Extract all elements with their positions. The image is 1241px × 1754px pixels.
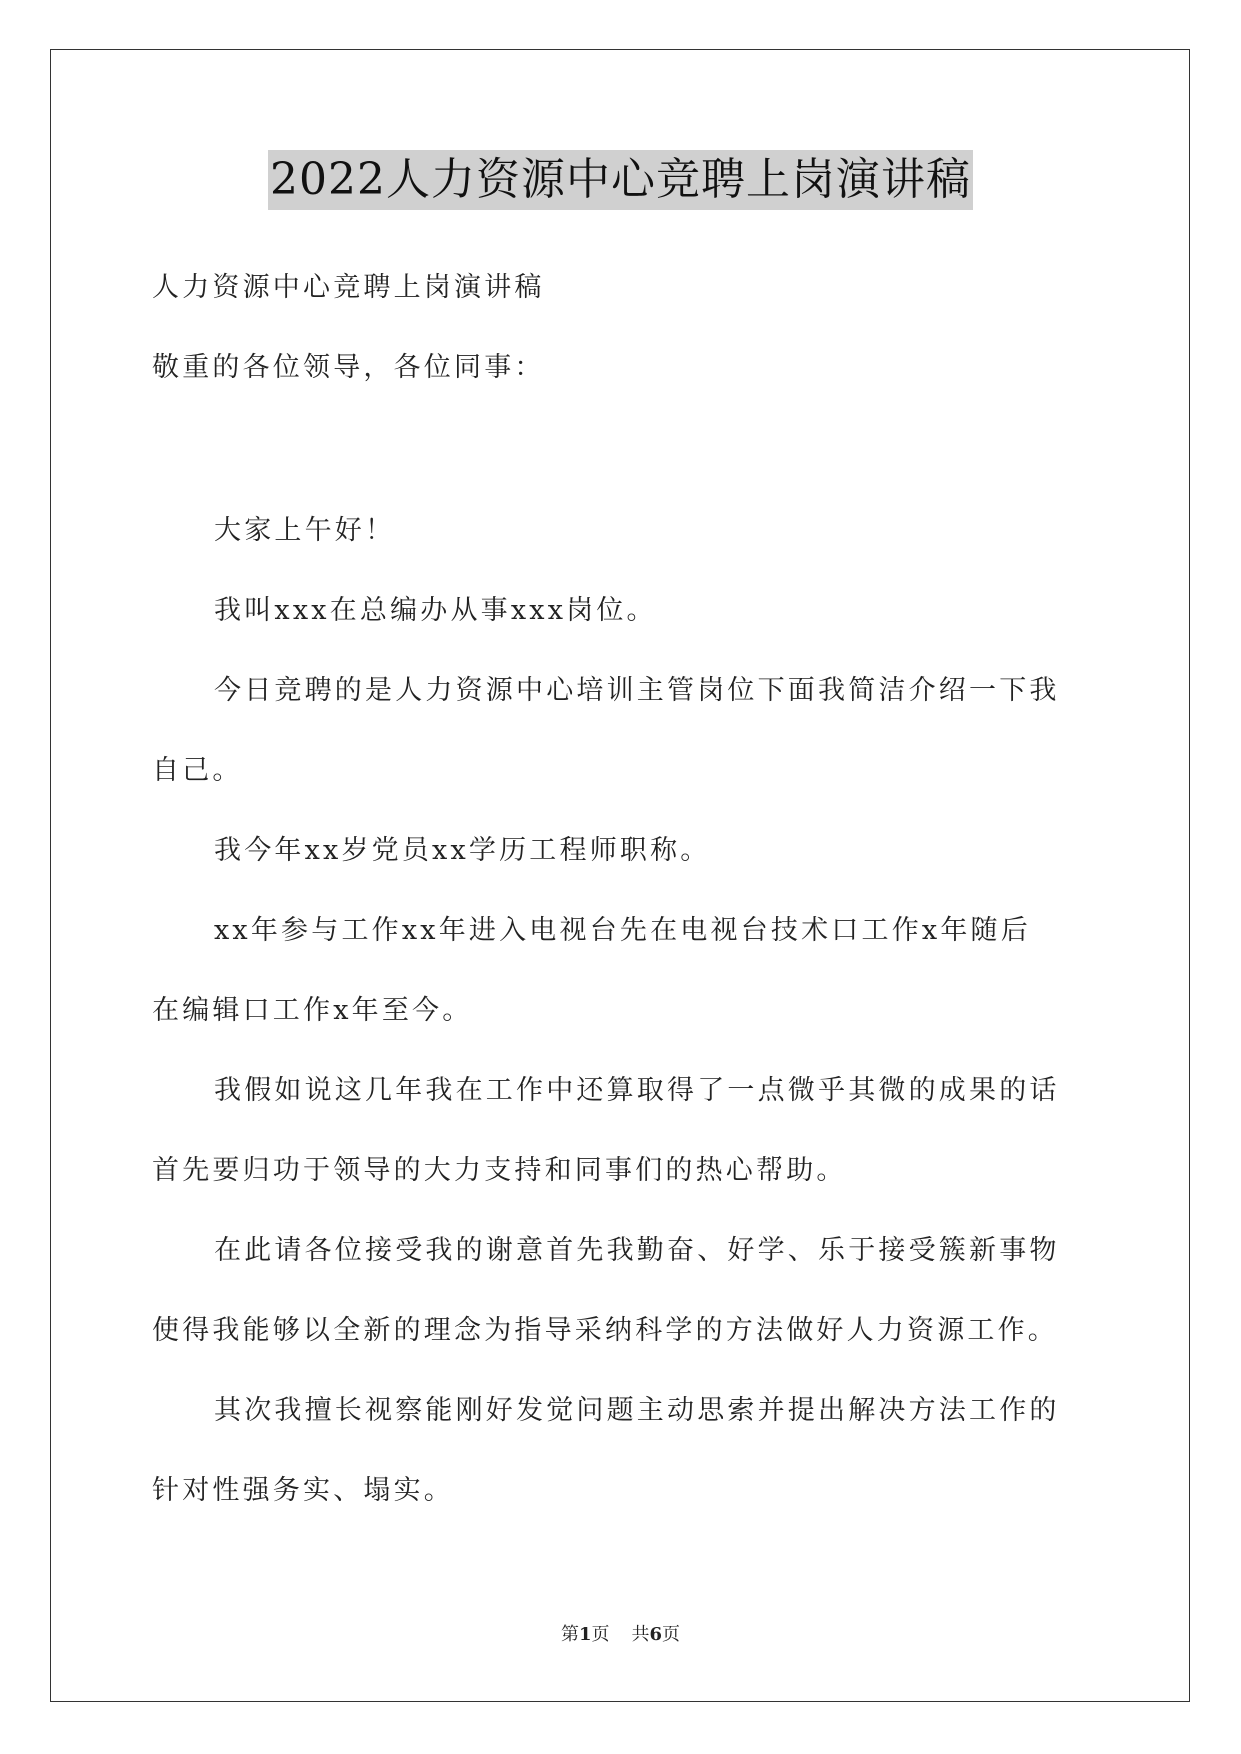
paragraph-line: 使得我能够以全新的理念为指导采纳科学的方法做好人力资源工作。 [152, 1315, 1058, 1346]
paragraph-line: xx年参与工作xx年进入电视台先在电视台技术口工作x年随后 [214, 915, 1031, 946]
title-container [0, 150, 1241, 210]
page-suffix: 页 [591, 1624, 610, 1645]
paragraph-line: 在此请各位接受我的谢意首先我勤奋、好学、乐于接受簇新事物 [214, 1235, 1060, 1266]
paragraph-line: 我今年xx岁党员xx学历工程师职称。 [214, 835, 711, 866]
total-prefix: 共 [631, 1624, 650, 1645]
page-prefix: 第 [560, 1624, 579, 1645]
salutation-line: 敬重的各位领导，各位同事： [152, 352, 545, 383]
total-suffix: 页 [662, 1624, 681, 1645]
page-total: 6 [649, 1624, 663, 1645]
paragraph-line: 针对性强务实、塌实。 [152, 1475, 454, 1506]
subtitle-line: 人力资源中心竞聘上岗演讲稿 [152, 272, 545, 303]
paragraph-line: 其次我擅长视察能刚好发觉问题主动思索并提出解决方法工作的 [214, 1395, 1060, 1426]
page-current: 1 [578, 1624, 592, 1645]
paragraph-line: 大家上午好！ [214, 515, 396, 546]
paragraph-line: 今日竞聘的是人力资源中心培训主管岗位下面我简洁介绍一下我 [214, 675, 1060, 706]
paragraph-line: 首先要归功于领导的大力支持和同事们的热心帮助。 [152, 1155, 847, 1186]
page-footer [0, 1622, 1241, 1648]
document-title: 2022人力资源中心竞聘上岗演讲稿 [268, 150, 973, 210]
paragraph-line: 我叫xxx在总编办从事xxx岗位。 [214, 595, 657, 626]
paragraph-line: 我假如说这几年我在工作中还算取得了一点微乎其微的成果的话 [214, 1075, 1060, 1106]
paragraph-line: 在编辑口工作x年至今。 [152, 995, 473, 1026]
paragraph-line: 自己。 [152, 755, 243, 786]
